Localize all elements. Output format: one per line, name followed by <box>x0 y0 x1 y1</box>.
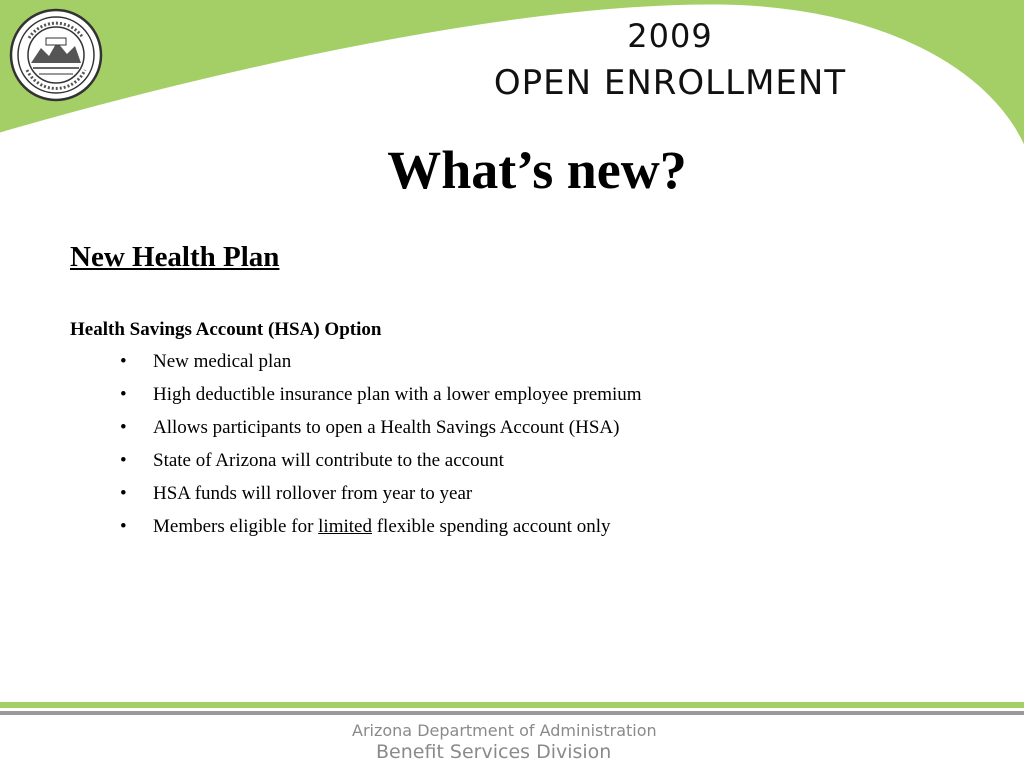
header-year: 2009 <box>627 17 713 55</box>
bullet-text: HSA funds will rollover from year to year <box>153 483 473 504</box>
bullet-text: Allows participants to open a Health Savings Account (HSA) <box>153 417 620 438</box>
bullet-text-suffix: flexible spending account only <box>371 516 611 537</box>
bullet-text: New medical plan <box>153 351 292 372</box>
bullet-text: High deductible insurance plan with a lower employee premium <box>153 384 642 405</box>
footer-rule-green <box>0 702 1024 708</box>
bullet-icon: • <box>120 351 127 372</box>
footer-department: Arizona Department of Administration <box>352 721 657 740</box>
bullet-item <box>120 481 980 514</box>
underlined-word: limited <box>318 516 372 537</box>
footer-division: Benefit Services Division <box>376 741 612 763</box>
bullet-item <box>120 514 980 547</box>
bullet-text: State of Arizona will contribute to the account <box>153 450 504 471</box>
sub-heading: Health Savings Account (HSA) Option <box>70 319 382 340</box>
bullet-item <box>120 415 980 448</box>
bullet-item <box>120 382 980 415</box>
section-heading: New Health Plan <box>70 241 280 273</box>
bullet-icon: • <box>120 483 127 504</box>
bullet-icon: • <box>120 384 127 405</box>
bullet-icon: • <box>120 450 127 471</box>
bullet-item <box>120 349 980 382</box>
bullet-icon: • <box>120 516 127 537</box>
bullet-item <box>120 448 980 481</box>
footer-rule-gray <box>0 711 1024 715</box>
bullet-text-limited <box>153 514 610 540</box>
bullet-text-prefix: Members eligible for <box>153 516 319 537</box>
header-title: OPEN ENROLLMENT <box>493 63 847 103</box>
slide-title: What’s new? <box>387 140 687 200</box>
bullet-list <box>120 349 980 547</box>
state-seal-icon <box>9 8 103 102</box>
bullet-icon: • <box>120 417 127 438</box>
